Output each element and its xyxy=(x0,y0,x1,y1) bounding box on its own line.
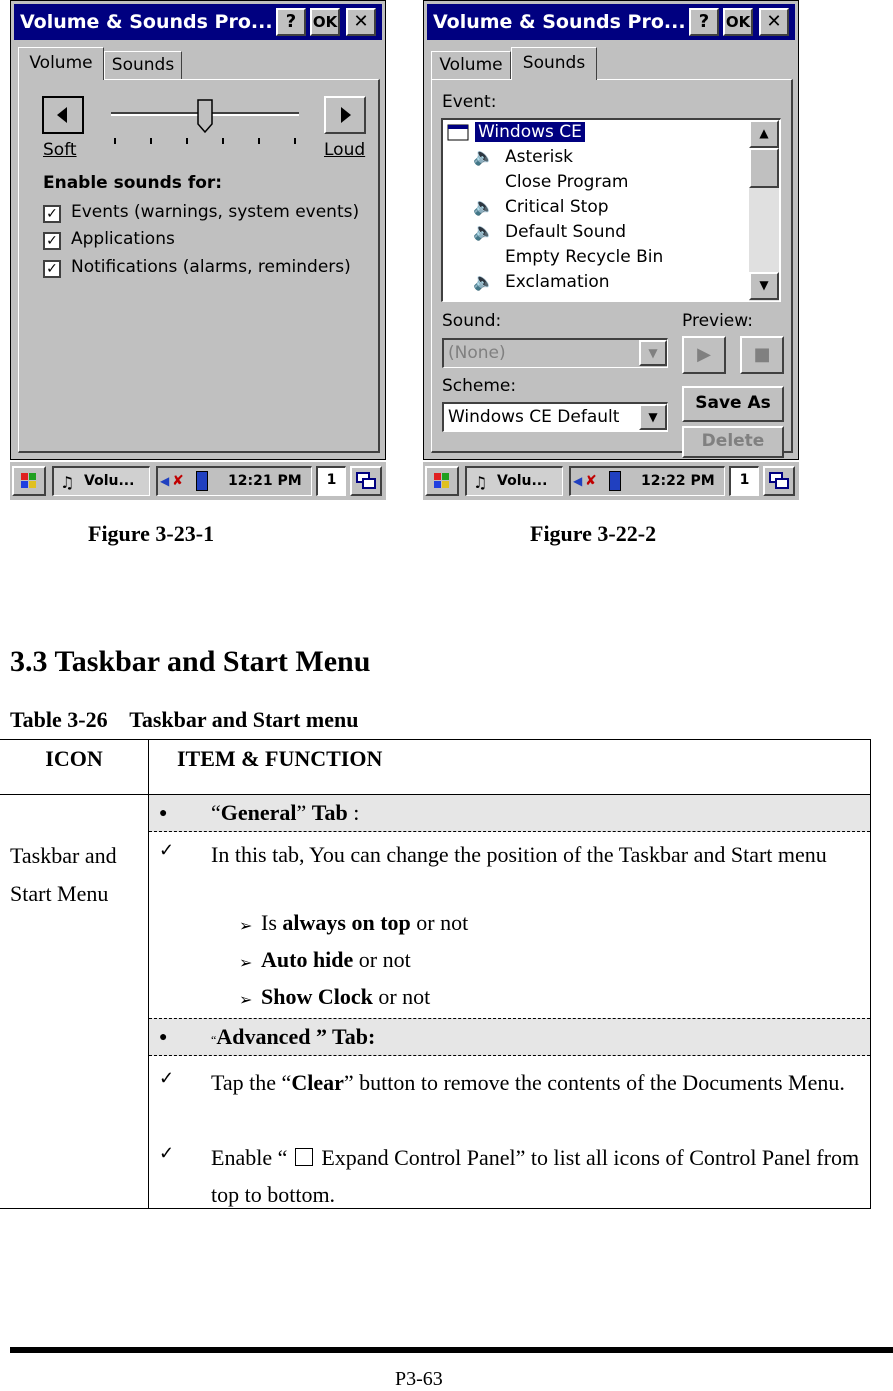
volume-slider[interactable] xyxy=(105,98,305,148)
chevron-down-icon[interactable]: ▼ xyxy=(639,404,667,430)
input-panel-label: 1 xyxy=(739,472,750,488)
page-number: P3-63 xyxy=(395,1368,443,1390)
applications-label: Applications xyxy=(71,229,175,249)
clear-description: Tap the “Clear” button to remove the contents of the Documents Menu. xyxy=(211,1070,845,1095)
speaker-icon: 🔈 xyxy=(473,197,495,217)
preview-label: Preview: xyxy=(682,311,753,331)
dialog-window xyxy=(423,0,799,460)
soft-label: Soft xyxy=(43,140,77,160)
sound-value: (None) xyxy=(448,343,506,363)
header-item-function: ITEM & FUNCTION xyxy=(149,740,871,795)
enable-sounds-label: Enable sounds for: xyxy=(43,173,223,193)
general-description: In this tab, You can change the position of the Taskbar and Start menu xyxy=(211,842,827,867)
volume-down-button[interactable] xyxy=(42,96,84,134)
windows-icon xyxy=(765,468,793,494)
start-button[interactable] xyxy=(425,466,459,496)
arrow-bullet-icon: ➢ xyxy=(239,992,253,1009)
header-icon: ICON xyxy=(0,740,149,795)
general-tab-row xyxy=(149,795,870,832)
event-label: Event: xyxy=(442,92,497,112)
input-panel-button[interactable] xyxy=(316,466,346,496)
event-item[interactable]: Critical Stop xyxy=(505,197,609,217)
clock[interactable]: 12:22 PM xyxy=(641,473,715,489)
scheme-dropdown[interactable] xyxy=(442,402,668,432)
sounds-tab-screenshot xyxy=(423,0,799,500)
sounds-panel xyxy=(431,79,793,453)
table-caption: Table 3-26 Taskbar and Start menu xyxy=(10,707,359,732)
tray-arrow-icon[interactable]: ◀ xyxy=(573,474,583,488)
delete-button[interactable]: Delete xyxy=(682,426,784,458)
event-item[interactable]: Asterisk xyxy=(505,147,574,167)
speaker-icon: 🔈 xyxy=(473,147,495,167)
speaker-icon: 🔈 xyxy=(473,272,495,292)
applications-checkbox[interactable]: ✓ xyxy=(43,232,61,250)
check-icon: ✓ xyxy=(159,1143,175,1163)
check-icon: ✓ xyxy=(159,1068,175,1088)
checkbox-icon xyxy=(295,1148,313,1166)
battery-icon[interactable] xyxy=(609,471,621,491)
input-panel-label: 1 xyxy=(326,472,337,488)
close-button[interactable]: ✕ xyxy=(346,8,376,36)
network-icon[interactable]: ✘ xyxy=(172,473,184,489)
save-as-button[interactable]: Save As xyxy=(682,386,784,422)
figure-caption-right: Figure 3-22-2 xyxy=(530,521,657,546)
ok-button[interactable]: OK xyxy=(310,8,340,36)
slider-thumb[interactable] xyxy=(198,100,212,132)
title-bar xyxy=(14,4,382,40)
volume-app-icon: ♫ xyxy=(473,473,488,492)
events-label: Events (warnings, system events) xyxy=(71,202,360,222)
scroll-up-button[interactable]: ▲ xyxy=(749,120,779,148)
advanced-content xyxy=(149,1056,870,1208)
taskbar xyxy=(10,460,386,500)
taskbar-app-label: Volu... xyxy=(84,473,135,489)
figure-caption-left: Figure 3-23-1 xyxy=(88,521,215,546)
tab-volume[interactable]: Volume xyxy=(18,47,104,80)
general-tab-heading: “General” Tab : xyxy=(211,800,360,825)
battery-icon[interactable] xyxy=(196,471,208,491)
play-button[interactable] xyxy=(682,336,726,374)
window-title: Volume & Sounds Pro... xyxy=(20,11,273,33)
taskbar-app-button[interactable] xyxy=(465,466,563,496)
tab-volume[interactable]: Volume xyxy=(431,51,511,79)
bullet-icon: ● xyxy=(159,806,168,821)
arrow-right-icon xyxy=(326,98,364,132)
play-icon: ▶ xyxy=(697,344,711,365)
notifications-label: Notifications (alarms, reminders) xyxy=(71,257,351,277)
close-button[interactable]: ✕ xyxy=(759,8,789,36)
windows-flag-icon xyxy=(14,468,44,494)
advanced-tab-heading: “Advanced ” Tab: xyxy=(211,1024,376,1049)
option-show-clock: Show Clock or not xyxy=(261,984,431,1009)
tray-arrow-icon[interactable]: ◀ xyxy=(160,474,170,488)
function-cell xyxy=(149,795,871,1209)
loud-label: Loud xyxy=(324,140,366,160)
taskbar xyxy=(423,460,799,500)
input-panel-button[interactable] xyxy=(729,466,759,496)
row-label-line: Taskbar and xyxy=(10,843,117,868)
help-button[interactable]: ? xyxy=(689,8,719,36)
row-label-line: Start Menu xyxy=(10,881,109,906)
windows-icon xyxy=(352,468,380,494)
arrow-bullet-icon: ➢ xyxy=(239,918,253,935)
window-title: Volume & Sounds Pro... xyxy=(433,11,686,33)
windows-flag-icon xyxy=(427,468,457,494)
chevron-down-icon[interactable]: ▼ xyxy=(639,340,667,366)
window-icon xyxy=(447,124,471,142)
title-bar xyxy=(427,4,795,40)
notifications-checkbox[interactable]: ✓ xyxy=(43,260,61,278)
row-label xyxy=(0,795,149,1209)
arrow-bullet-icon: ➢ xyxy=(239,955,253,972)
speaker-icon: 🔈 xyxy=(473,222,495,242)
advanced-tab-row xyxy=(149,1018,870,1056)
desktop-button[interactable] xyxy=(350,466,382,496)
tab-sounds[interactable]: Sounds xyxy=(104,51,182,79)
general-content xyxy=(149,832,870,1018)
event-item-selected[interactable]: Windows CE xyxy=(475,122,585,142)
volume-up-button[interactable] xyxy=(324,96,366,134)
dialog-window xyxy=(10,0,386,460)
stop-icon: ■ xyxy=(753,344,771,365)
ok-button[interactable]: OK xyxy=(723,8,753,36)
sound-dropdown[interactable] xyxy=(442,338,668,368)
event-item[interactable]: Empty Recycle Bin xyxy=(505,247,664,267)
start-button[interactable] xyxy=(12,466,46,496)
stop-button[interactable] xyxy=(740,336,784,374)
bullet-icon: ● xyxy=(159,1030,168,1045)
network-icon[interactable]: ✘ xyxy=(585,473,597,489)
sound-label: Sound: xyxy=(442,311,502,331)
volume-app-icon: ♫ xyxy=(60,473,75,492)
option-auto-hide: Auto hide or not xyxy=(261,947,411,972)
event-item[interactable]: Default Sound xyxy=(505,222,627,242)
notification-tray xyxy=(569,466,725,496)
notification-tray xyxy=(156,466,312,496)
expand-control-panel-description: Enable “ Expand Control Panel” to list all icons of Control Panel from top to bottom. xyxy=(211,1145,860,1207)
clock[interactable]: 12:21 PM xyxy=(228,473,302,489)
volume-tab-screenshot xyxy=(10,0,386,500)
help-button[interactable]: ? xyxy=(276,8,306,36)
tab-sounds[interactable]: Sounds xyxy=(511,47,597,80)
check-icon: ✓ xyxy=(159,840,175,860)
taskbar-app-button[interactable] xyxy=(52,466,150,496)
section-heading: 3.3 Taskbar and Start Menu xyxy=(10,645,371,678)
arrow-left-icon xyxy=(44,98,82,132)
footer-rule xyxy=(10,1347,893,1353)
event-item[interactable]: Exclamation xyxy=(505,272,610,292)
volume-panel xyxy=(18,79,380,453)
desktop-button[interactable] xyxy=(763,466,795,496)
scroll-down-button[interactable]: ▼ xyxy=(749,272,779,300)
taskbar-app-label: Volu... xyxy=(497,473,548,489)
event-scrollbar[interactable] xyxy=(749,120,779,302)
scheme-label: Scheme: xyxy=(442,376,517,396)
event-item[interactable]: Close Program xyxy=(505,172,629,192)
option-always-on-top: Is always on top or not xyxy=(261,910,469,935)
event-list[interactable] xyxy=(441,118,781,302)
taskbar-start-table xyxy=(0,739,871,1209)
scroll-thumb[interactable] xyxy=(749,148,779,188)
events-checkbox[interactable]: ✓ xyxy=(43,205,61,223)
scheme-value: Windows CE Default xyxy=(448,407,620,427)
